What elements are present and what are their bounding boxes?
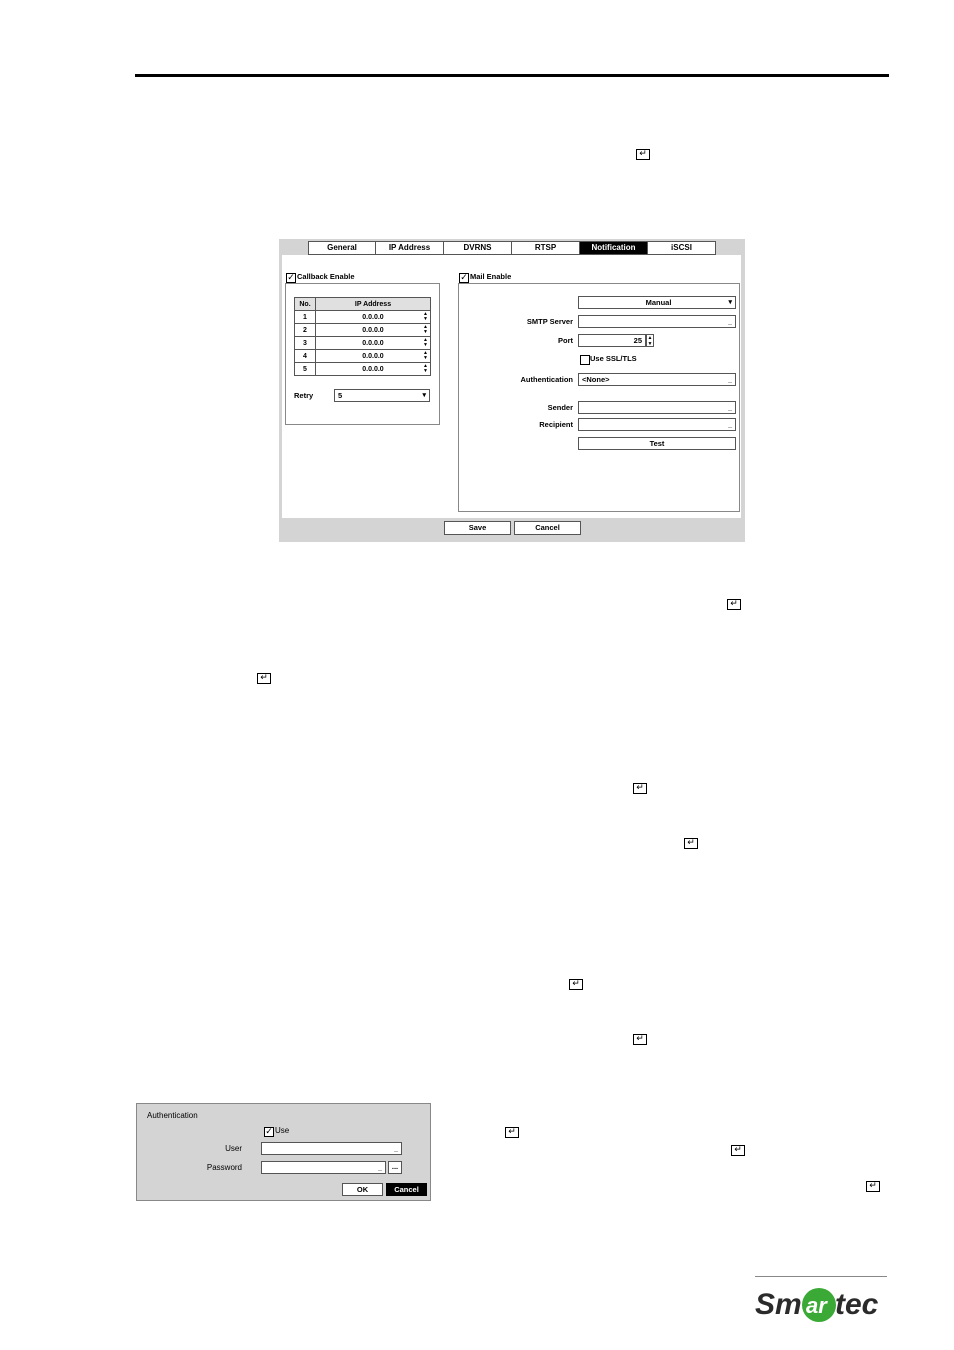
sender-label: Sender — [547, 403, 573, 412]
retry-label: Retry — [294, 391, 314, 400]
auth-password-field[interactable]: _ — [261, 1161, 386, 1174]
port-field[interactable]: 25 — [578, 334, 646, 347]
enter-key-icon: ↵ — [257, 673, 271, 684]
retry-select[interactable]: 5 ▾ — [334, 389, 430, 402]
use-ssl-checkbox[interactable] — [580, 355, 590, 365]
column-header-ip-address: IP Address — [316, 298, 431, 311]
smartec-logo-graphic — [755, 1277, 887, 1327]
recipient-field[interactable]: _ — [578, 418, 736, 431]
tab-rtsp[interactable]: RTSP — [512, 241, 580, 255]
sender-field[interactable]: _ — [578, 401, 736, 414]
authentication-dialog — [136, 1103, 431, 1201]
svg-text:Sm: Sm — [755, 1288, 802, 1321]
chevron-down-icon: ▾ — [728, 299, 732, 306]
auth-use-checkbox[interactable]: ✓ — [265, 1127, 273, 1137]
auth-dialog-title: Authentication — [147, 1111, 198, 1120]
smtp-server-field[interactable]: _ — [578, 315, 736, 328]
authentication-label: Authentication — [520, 375, 573, 384]
notification-settings-dialog — [279, 239, 745, 542]
spinner-icon[interactable]: ▲ ▼ — [423, 324, 428, 335]
authentication-field[interactable]: <None> _ — [578, 373, 736, 386]
svg-text:tec: tec — [835, 1288, 879, 1321]
mail-enable-label: Mail Enable — [470, 272, 512, 281]
use-ssl-label: Use SSL/TLS — [590, 354, 637, 363]
auth-cancel-button[interactable]: Cancel — [386, 1183, 427, 1196]
cancel-button[interactable]: Cancel — [514, 521, 581, 535]
enter-key-icon: ↵ — [866, 1181, 880, 1192]
table-row — [295, 363, 431, 376]
ip-address-field[interactable]: 0.0.0.0 ▲ ▼ — [316, 324, 431, 337]
auth-user-field[interactable]: _ — [261, 1142, 402, 1155]
callback-ip-table — [294, 297, 431, 376]
recipient-label: Recipient — [539, 420, 573, 429]
header-rule — [135, 74, 889, 77]
table-row — [295, 350, 431, 363]
auth-user-label: User — [225, 1144, 242, 1153]
table-row — [295, 311, 431, 324]
tab-iscsi[interactable]: iSCSI — [648, 241, 716, 255]
auth-password-label: Password — [206, 1163, 242, 1172]
test-button[interactable]: Test — [578, 437, 736, 450]
table-header-row — [295, 298, 431, 311]
row-number: 5 — [295, 363, 316, 376]
password-keyboard-button[interactable]: ... — [388, 1161, 402, 1174]
enter-key-icon: ↵ — [569, 979, 583, 990]
tab-general[interactable]: General — [308, 241, 376, 255]
svg-text:ar: ar — [806, 1293, 827, 1318]
enter-key-icon: ↵ — [505, 1127, 519, 1138]
mail-enable-checkbox[interactable]: ✓ — [460, 273, 468, 283]
spinner-icon[interactable]: ▲ ▼ — [423, 363, 428, 374]
mail-mode-select[interactable]: Manual ▾ — [578, 296, 736, 309]
column-header-no: No. — [295, 298, 316, 311]
enter-key-icon: ↵ — [636, 149, 650, 160]
row-number: 4 — [295, 350, 316, 363]
ip-address-field[interactable]: 0.0.0.0 ▲ ▼ — [316, 311, 431, 324]
enter-key-icon: ↵ — [727, 599, 741, 610]
smtp-server-label: SMTP Server — [526, 317, 573, 326]
spinner-icon[interactable]: ▲ ▼ — [423, 337, 428, 348]
spinner-icon[interactable]: ▲ ▼ — [423, 350, 428, 361]
port-spinner-icon[interactable]: ▲ ▼ — [647, 335, 653, 347]
ip-address-field[interactable]: 0.0.0.0 ▲ ▼ — [316, 350, 431, 363]
row-number: 2 — [295, 324, 316, 337]
enter-key-icon: ↵ — [731, 1145, 745, 1156]
tab-bar — [308, 241, 716, 255]
ip-address-field[interactable]: 0.0.0.0 ▲ ▼ — [316, 363, 431, 376]
smartec-logo — [755, 1277, 887, 1327]
spinner-icon[interactable]: ▲ ▼ — [423, 311, 428, 322]
callback-enable-label: Callback Enable — [297, 272, 355, 281]
tab-panel — [282, 255, 741, 518]
tab-ip-address[interactable]: IP Address — [376, 241, 444, 255]
callback-enable-checkbox[interactable]: ✓ — [287, 273, 295, 283]
table-row — [295, 324, 431, 337]
tab-dvrns[interactable]: DVRNS — [444, 241, 512, 255]
chevron-down-icon: ▾ — [422, 392, 426, 399]
enter-key-icon: ↵ — [633, 1034, 647, 1045]
mail-group — [458, 283, 740, 512]
enter-key-icon: ↵ — [633, 783, 647, 794]
tab-notification[interactable]: Notification — [580, 241, 648, 255]
auth-ok-button[interactable]: OK — [342, 1183, 383, 1196]
auth-use-label: Use — [275, 1126, 290, 1135]
ip-address-field[interactable]: 0.0.0.0 ▲ ▼ — [316, 337, 431, 350]
enter-key-icon: ↵ — [684, 838, 698, 849]
callback-group — [285, 283, 440, 425]
row-number: 3 — [295, 337, 316, 350]
row-number: 1 — [295, 311, 316, 324]
table-row — [295, 337, 431, 350]
save-button[interactable]: Save — [444, 521, 511, 535]
port-label: Port — [558, 336, 573, 345]
